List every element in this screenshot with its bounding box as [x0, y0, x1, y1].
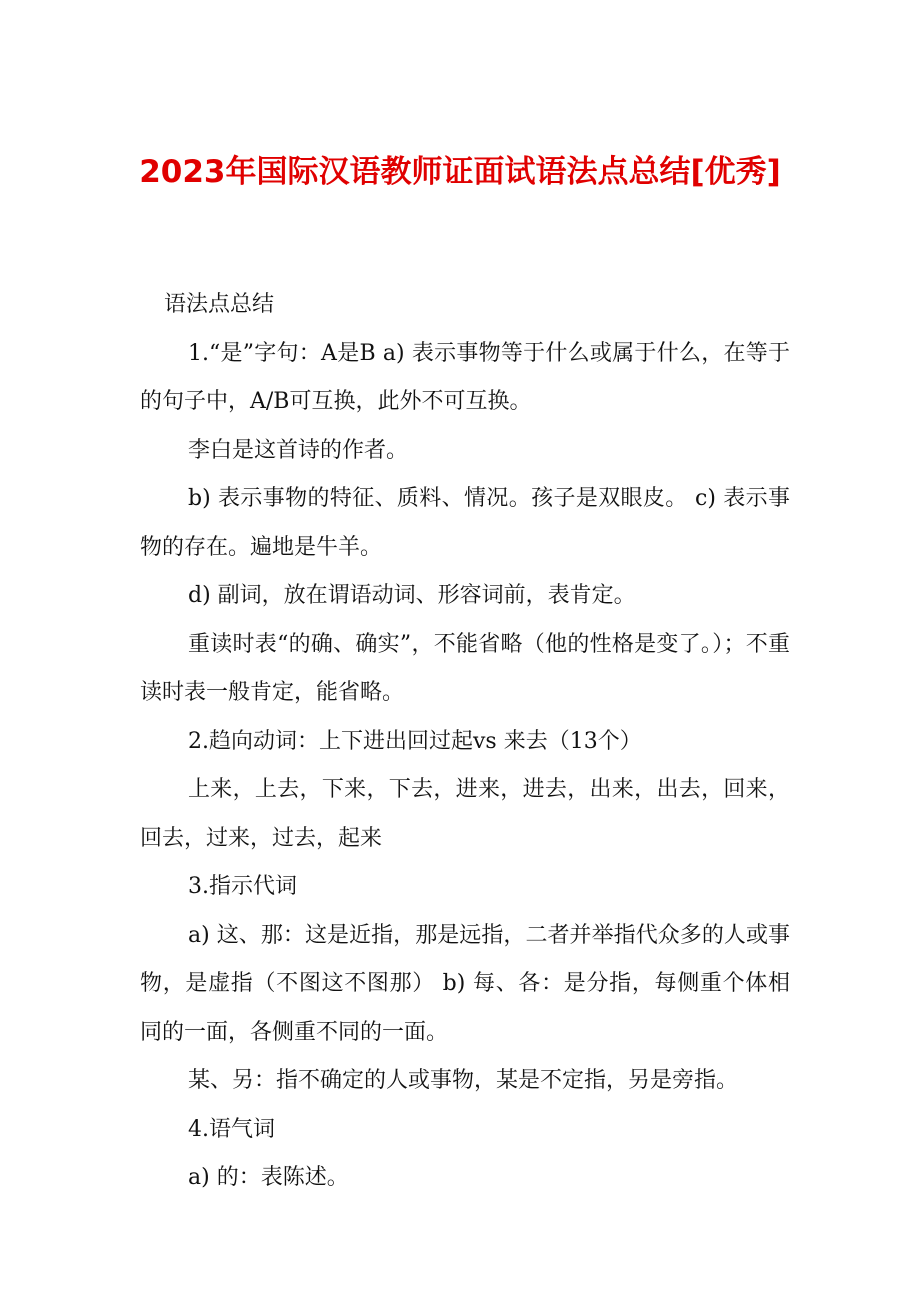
document-title: 2023年国际汉语教师证面试语法点总结[优秀] [139, 154, 781, 190]
paragraph: 4.语气词 [188, 1116, 275, 1142]
paragraph: 3.指示代词 [188, 874, 297, 899]
paragraph: a) 的：表陈述。 [188, 1165, 349, 1190]
paragraph: a) 这、那：这是近指，那是远指，二者并举指代众多的人或事物，是虚指（不图这不图那） b) 每、各：是分指，每侧重个体相同的一面，各侧重不同的一面。 [140, 922, 790, 1045]
paragraph: 某、另：指不确定的人或事物，某是不定指，另是旁指。 [188, 1068, 739, 1093]
paragraph: 1.“是”字句：A是B a) 表示事物等于什么或属于什么，在等于的句子中，A/B可互换，此外不可互换。 [140, 340, 790, 414]
paragraph: d) 副词，放在谓语动词、形容词前，表肯定。 [188, 583, 636, 608]
section-heading: 语法点总结 [164, 292, 275, 317]
paragraph: 重读时表“的确、确实”，不能省略（他的性格是变了。）；不重读时表一般肯定，能省略。 [140, 631, 790, 705]
paragraph: 李白是这首诗的作者。 [188, 437, 409, 463]
paragraph: b) 表示事物的特征、质料、情况。孩子是双眼皮。 c) 表示事物的存在。遍地是牛羊。 [140, 486, 790, 560]
document-body [140, 281, 790, 1203]
paragraph: 上来，上去，下来，下去，进来，进去，出来，出去，回来，回去，过来，过去，起来 [140, 777, 790, 851]
paragraph: 2.趋向动词：上下进出回过起vs 来去（13个） [188, 728, 642, 754]
